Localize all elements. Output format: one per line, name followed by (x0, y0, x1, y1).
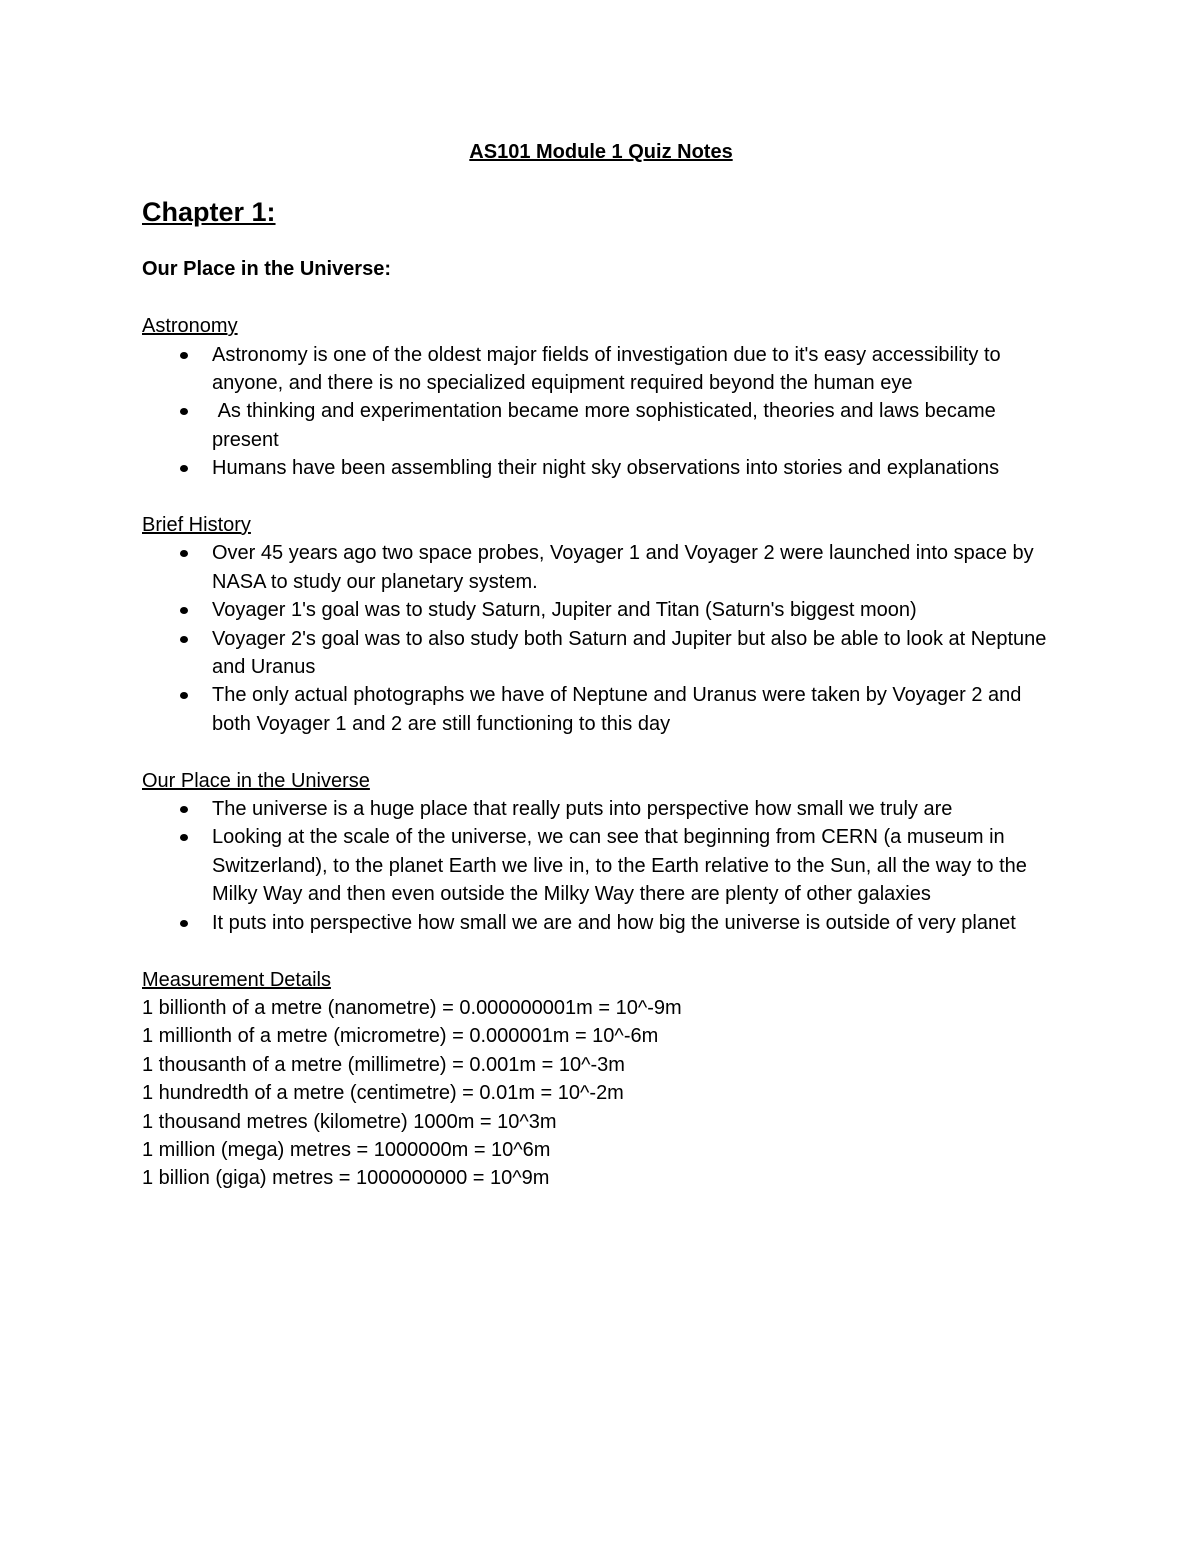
list-item-text: It puts into perspective how small we are and how big the universe is outside of very planet (212, 911, 1016, 934)
list-item (142, 795, 1062, 823)
bullet-icon (180, 834, 188, 841)
list-item (142, 539, 1062, 596)
measurement-section (142, 966, 1062, 1193)
measurement-line: 1 thousanth of a metre (millimetre) = 0.001m = 10^-3m (142, 1053, 625, 1076)
bullet-icon (180, 806, 188, 813)
section-title-astronomy: Astronomy (142, 315, 238, 338)
list-item (142, 909, 1062, 937)
section-title-our-place: Our Place in the Universe (142, 769, 370, 792)
bullet-icon (180, 408, 188, 415)
list-item-text: Over 45 years ago two space probes, Voyager 1 and Voyager 2 were launched into space by NASA to study our planetary system. (212, 542, 1034, 593)
bullet-icon (180, 607, 188, 614)
list-item-text: Looking at the scale of the universe, we can see that beginning from CERN (a museum in Switzerland), to the planet Earth we live in, to the Earth relative to the Sun, all the way to the Milky Way and then even outside the Milky Way there are plenty of other galaxies (212, 826, 1027, 906)
our-place-section (142, 767, 1062, 937)
list-item (142, 625, 1062, 682)
measurement-line: 1 millionth of a metre (micrometre) = 0.000001m = 10^-6m (142, 1025, 659, 1048)
list-item (142, 341, 1062, 398)
list-item (142, 596, 1062, 624)
list-item (142, 681, 1062, 738)
list-item (142, 397, 1062, 454)
list-item-text: Voyager 2's goal was to also study both Saturn and Jupiter but also be able to look at Neptune and Uranus (212, 627, 1047, 679)
brief-history-section (142, 511, 1062, 738)
bullet-icon (180, 920, 188, 927)
measurement-line: 1 million (mega) metres = 1000000m = 10^6m (142, 1138, 551, 1161)
bullet-icon (180, 692, 188, 699)
bullet-list (142, 539, 1062, 738)
measurement-line: 1 billion (giga) metres = 1000000000 = 10^9m (142, 1167, 550, 1190)
list-item-text: The universe is a huge place that really puts into perspective how small we truly are (212, 798, 953, 821)
bullet-list (142, 795, 1062, 937)
list-item-text: Voyager 1's goal was to study Saturn, Jupiter and Titan (Saturn's biggest moon) (212, 599, 917, 622)
list-item-text: Astronomy is one of the oldest major fields of investigation due to it's easy accessibility to anyone, and there is no specialized equipment required beyond the human eye (212, 343, 1001, 395)
list-item-text: As thinking and experimentation became more sophisticated, theories and laws became present (212, 400, 1002, 451)
list-item (142, 454, 1062, 482)
bullet-icon (180, 636, 188, 643)
astronomy-section (142, 312, 1062, 482)
section-title-measurement: Measurement Details (142, 968, 331, 991)
bullet-icon (180, 465, 188, 472)
measurement-line: 1 billionth of a metre (nanometre) = 0.000000001m = 10^-9m (142, 996, 682, 1019)
bullet-list (142, 341, 1062, 483)
list-item-text: Humans have been assembling their night sky observations into stories and explanations (212, 457, 1000, 480)
list-item-text: The only actual photographs we have of Neptune and Uranus were taken by Voyager 2 and both Voyager 1 and 2 are still functioning to this day (212, 684, 1022, 735)
chapter-heading: Chapter 1: (142, 197, 276, 228)
document-content (142, 138, 1062, 1193)
list-item (142, 823, 1062, 908)
section-subheading: Our Place in the Universe: (142, 258, 391, 281)
section-title-brief-history: Brief History (142, 514, 251, 537)
measurement-line: 1 thousand metres (kilometre) 1000m = 10^3m (142, 1110, 557, 1133)
measurement-line: 1 hundredth of a metre (centimetre) = 0.01m = 10^-2m (142, 1082, 624, 1105)
document-title: AS101 Module 1 Quiz Notes (469, 141, 733, 163)
bullet-icon (180, 352, 188, 359)
bullet-icon (180, 550, 188, 557)
